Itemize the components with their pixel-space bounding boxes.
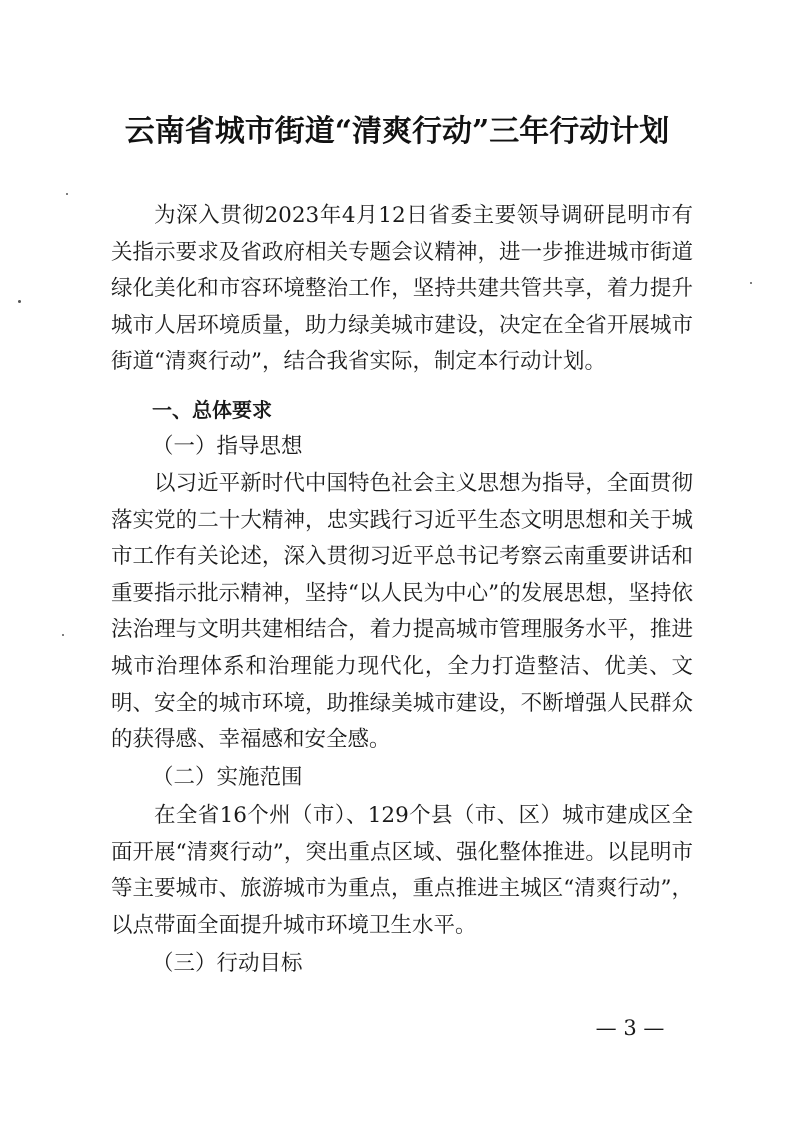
scan-speck bbox=[750, 282, 752, 284]
subsection-heading-action-goals: （三）行动目标 bbox=[152, 951, 303, 976]
section-heading-general-requirements: 一、总体要求 bbox=[152, 398, 272, 422]
subsection-heading-scope: （二）实施范围 bbox=[152, 765, 303, 790]
scan-speck bbox=[66, 193, 68, 195]
scan-speck bbox=[62, 634, 64, 636]
intro-paragraph: 为深入贯彻2023年4月12日省委主要领导调研昆明市有关指示要求及省政府相关专题会议精神，进一步推进城市街道绿化美化和市容环境整治工作，坚持共建共管共享，着力提升城市人居环境质量，助力绿美城市建设，决定在全省开展城市街道“清爽行动”，结合我省实际，制定本行动计划。 bbox=[111, 203, 693, 375]
guiding-ideology-paragraph: 以习近平新时代中国特色社会主义思想为指导，全面贯彻落实党的二十大精神，忠实践行习近平生态文明思想和关于城市工作有关论述，深入贯彻习近平总书记考察云南重要讲话和重要指示批示精神，坚持“以人民为中心”的发展思想，坚持依法治理与文明共建相结合，着力提高城市管理服务水平，推进城市治理体系和治理能力现代化，全力打造整洁、优美、文明、安全的城市环境，助推绿美城市建设，不断增强人民群众的获得感、幸福感和安全感。 bbox=[111, 471, 693, 753]
document-title: 云南省城市街道“清爽行动”三年行动计划 bbox=[124, 114, 670, 149]
scope-paragraph: 在全省16个州（市）、129个县（市、区）城市建成区全面开展“清爽行动”，突出重点区域、强化整体推进。以昆明市等主要城市、旅游城市为重点，重点推进主城区“清爽行动”，以点带面全面提升城市环境卫生水平。 bbox=[111, 803, 693, 938]
page-number: — 3 — bbox=[595, 1016, 665, 1040]
subsection-heading-guiding-ideology: （一）指导思想 bbox=[152, 434, 303, 459]
scan-speck bbox=[18, 300, 21, 303]
